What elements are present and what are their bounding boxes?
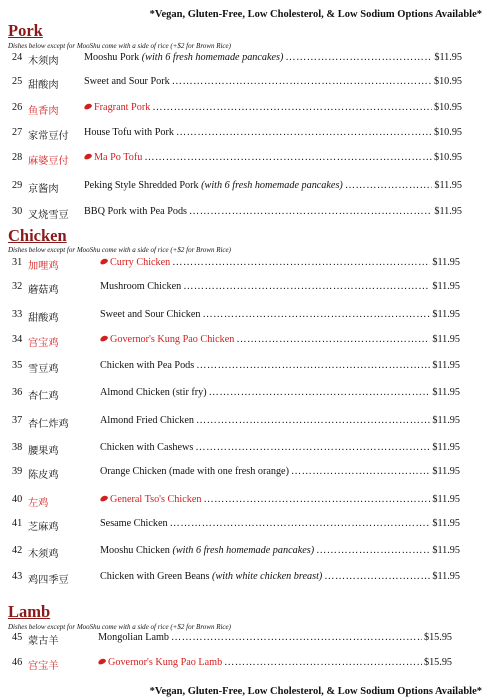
item-chinese-name: 宫宝羊 (28, 661, 59, 672)
item-chinese-name: 鱼香肉 (28, 106, 59, 117)
item-price: $10.95 (433, 127, 462, 138)
item-name-wrap (100, 257, 170, 268)
item-name-wrap (84, 102, 150, 113)
item-name-wrap (100, 281, 181, 292)
item-price: $11.95 (432, 309, 460, 320)
menu-item (0, 494, 500, 510)
item-chinese-name: 叉烧雪豆 (28, 210, 69, 221)
dot-leader (176, 127, 432, 138)
item-dish (100, 518, 460, 529)
dot-leader (324, 571, 430, 582)
menu-item (0, 632, 500, 648)
item-dish (100, 442, 460, 453)
item-chinese-name: 芝麻鸡 (28, 522, 59, 533)
menu-item (0, 281, 500, 297)
item-dish (100, 571, 460, 582)
item-dish (100, 334, 460, 345)
item-number: 27 (12, 127, 23, 138)
dot-leader (196, 360, 430, 371)
dot-leader (172, 257, 430, 268)
menu-item (0, 127, 500, 143)
item-name-wrap (84, 76, 170, 87)
item-number: 34 (12, 334, 23, 345)
item-name-wrap (100, 518, 168, 529)
bottom-banner: *Vegan, Gluten-Free, Low Cholesterol, & Low Sodium Options Available* (149, 686, 482, 697)
section-note-pork: Dishes below except for MooShu come with a side of rice (+$2 for Brown Rice) (8, 42, 231, 50)
item-number: 35 (12, 360, 23, 371)
item-name: Orange Chicken (made with one fresh orange) (100, 466, 289, 477)
item-description: (with 6 fresh homemade pancakes) (198, 180, 343, 191)
item-dish (84, 127, 462, 138)
item-number: 43 (12, 571, 23, 582)
menu-item (0, 571, 500, 587)
dot-leader (316, 545, 430, 556)
section-title-lamb: Lamb (8, 602, 51, 621)
item-name: Fragrant Pork (94, 102, 151, 113)
item-number: 30 (12, 206, 23, 217)
item-dish (100, 281, 460, 292)
item-dish (84, 206, 462, 217)
menu-item (0, 309, 500, 325)
item-name-wrap (84, 206, 187, 217)
menu-item (0, 657, 500, 673)
item-chinese-name: 家常豆付 (28, 131, 69, 142)
item-name-wrap (100, 466, 289, 477)
item-number: 36 (12, 387, 23, 398)
section-title-chicken: Chicken (8, 226, 67, 245)
item-name-wrap (100, 571, 322, 582)
chili-pepper-icon (97, 658, 106, 666)
item-price: $15.95 (423, 632, 452, 643)
menu-item (0, 206, 500, 222)
menu-item (0, 466, 500, 482)
item-name: Chicken with Cashews (100, 442, 194, 453)
chili-pepper-icon (83, 103, 92, 111)
item-chinese-name: 左鸡 (28, 498, 49, 509)
item-chinese-name: 加哩鸡 (28, 261, 59, 272)
item-description: (with 6 fresh homemade pancakes) (169, 545, 315, 556)
dot-leader (196, 415, 430, 426)
menu-item (0, 180, 500, 196)
item-name: Mongolian Lamb (98, 632, 170, 643)
dot-leader (144, 152, 432, 163)
item-name: Ma Po Tofu (94, 152, 143, 163)
dot-leader (171, 632, 422, 643)
menu-item (0, 545, 500, 561)
item-price: $11.95 (432, 518, 460, 529)
dot-leader (291, 466, 430, 477)
item-name: Sweet and Sour Pork (84, 76, 170, 87)
dot-leader (183, 281, 430, 292)
chili-pepper-icon (83, 153, 92, 161)
item-description: (with 6 fresh homemade pancakes) (139, 52, 284, 63)
item-chinese-name: 木须肉 (28, 56, 59, 67)
item-number: 32 (12, 281, 23, 292)
item-name: Sesame Chicken (100, 518, 168, 529)
item-name-wrap (84, 180, 343, 191)
item-name-wrap (100, 360, 194, 371)
menu-item (0, 442, 500, 458)
menu-item (0, 334, 500, 350)
item-dish (100, 494, 460, 505)
item-price: $11.95 (432, 387, 460, 398)
menu-item (0, 360, 500, 376)
item-price: $11.95 (432, 281, 460, 292)
item-name: Governor's Kung Pao Chicken (110, 334, 235, 345)
item-price: $11.95 (434, 52, 462, 63)
item-number: 45 (12, 632, 23, 643)
item-name: Curry Chicken (110, 257, 171, 268)
item-dish (84, 102, 462, 113)
item-name-wrap (84, 152, 142, 163)
item-name-wrap (84, 52, 283, 63)
item-price: $15.95 (423, 657, 452, 668)
dot-leader (172, 76, 432, 87)
item-number: 31 (12, 257, 23, 268)
item-dish (84, 52, 462, 63)
item-number: 25 (12, 76, 23, 87)
item-price: $11.95 (432, 415, 460, 426)
item-dish (100, 387, 460, 398)
item-chinese-name: 甜酸鸡 (28, 313, 59, 324)
dot-leader (203, 494, 430, 505)
item-name-wrap (100, 442, 193, 453)
item-name-wrap (100, 309, 200, 320)
item-name: Chicken with Pea Pods (100, 360, 195, 371)
item-chinese-name: 腰果鸡 (28, 446, 59, 457)
item-number: 29 (12, 180, 23, 191)
item-number: 38 (12, 442, 23, 453)
menu-item (0, 152, 500, 168)
section-note-lamb: Dishes below except for MooShu come with a side of rice (+$2 for Brown Rice) (8, 623, 231, 631)
item-description: (with white chicken breast) (209, 571, 323, 582)
item-price: $10.95 (433, 102, 462, 113)
item-name-wrap (100, 334, 234, 345)
dot-leader (189, 206, 432, 217)
item-chinese-name: 蒙古羊 (28, 636, 59, 647)
item-chinese-name: 蘑菇鸡 (28, 285, 59, 296)
item-price: $11.95 (434, 180, 462, 191)
item-number: 41 (12, 518, 23, 529)
item-name: Mooshu Chicken (100, 545, 170, 556)
item-name-wrap (100, 415, 194, 426)
item-dish (100, 415, 460, 426)
item-chinese-name: 杏仁炸鸡 (28, 419, 69, 430)
dot-leader (345, 180, 433, 191)
chili-pepper-icon (99, 335, 108, 343)
item-chinese-name: 麻婆豆付 (28, 156, 69, 167)
dot-leader (224, 657, 422, 668)
item-name: Governor's Kung Pao Lamb (108, 657, 223, 668)
item-price: $11.95 (432, 257, 460, 268)
item-name: Mushroom Chicken (100, 281, 182, 292)
item-chinese-name: 京酱肉 (28, 184, 59, 195)
item-price: $11.95 (434, 206, 462, 217)
dot-leader (285, 52, 432, 63)
item-name: Peking Style Shredded Pork (84, 180, 199, 191)
item-name: House Tofu with Pork (84, 127, 174, 138)
item-dish (84, 76, 462, 87)
menu-item (0, 518, 500, 534)
item-name-wrap (84, 127, 174, 138)
item-dish (84, 180, 462, 191)
item-name: Almond Chicken (stir fry) (100, 387, 207, 398)
item-name-wrap (100, 387, 207, 398)
item-chinese-name: 宫宝鸡 (28, 338, 59, 349)
dot-leader (170, 518, 431, 529)
item-price: $11.95 (432, 442, 460, 453)
item-price: $11.95 (432, 360, 460, 371)
chili-pepper-icon (99, 495, 108, 503)
item-name-wrap (100, 494, 201, 505)
item-number: 26 (12, 102, 23, 113)
item-name: Almond Fried Chicken (100, 415, 194, 426)
item-chinese-name: 雪豆鸡 (28, 364, 59, 375)
item-dish (100, 466, 460, 477)
item-number: 33 (12, 309, 23, 320)
item-price: $11.95 (432, 545, 460, 556)
item-name-wrap (100, 545, 314, 556)
section-title-pork: Pork (8, 21, 43, 40)
item-price: $11.95 (432, 466, 460, 477)
item-price: $11.95 (432, 571, 460, 582)
item-price: $10.95 (433, 152, 462, 163)
item-chinese-name: 甜酸肉 (28, 80, 59, 91)
menu-item (0, 102, 500, 118)
item-number: 24 (12, 52, 23, 63)
item-dish (98, 632, 452, 643)
menu-item (0, 257, 500, 273)
item-price: $11.95 (432, 334, 460, 345)
item-dish (100, 309, 460, 320)
item-name: Chicken with Green Beans (100, 571, 210, 582)
dot-leader (152, 102, 432, 113)
dot-leader (209, 387, 431, 398)
item-number: 37 (12, 415, 23, 426)
item-dish (100, 360, 460, 371)
item-name: General Tso's Chicken (110, 494, 202, 505)
item-price: $10.95 (433, 76, 462, 87)
item-number: 42 (12, 545, 23, 556)
item-dish (84, 152, 462, 163)
item-chinese-name: 陈皮鸡 (28, 470, 59, 481)
item-name: Sweet and Sour Chicken (100, 309, 201, 320)
item-dish (98, 657, 452, 668)
menu-item (0, 52, 500, 68)
chili-pepper-icon (99, 258, 108, 266)
menu-item (0, 76, 500, 92)
item-number: 46 (12, 657, 23, 668)
item-chinese-name: 杏仁鸡 (28, 391, 59, 402)
dot-leader (202, 309, 430, 320)
top-banner: *Vegan, Gluten-Free, Low Cholesterol, & Low Sodium Options Available* (149, 9, 482, 20)
dot-leader (236, 334, 430, 345)
item-dish (100, 257, 460, 268)
item-chinese-name: 木须鸡 (28, 549, 59, 560)
item-price: $11.95 (432, 494, 460, 505)
menu-item (0, 387, 500, 403)
item-chinese-name: 鸡四季豆 (28, 575, 69, 586)
menu-item (0, 415, 500, 431)
item-name-wrap (98, 632, 169, 643)
item-name-wrap (98, 657, 222, 668)
item-number: 39 (12, 466, 23, 477)
item-name: BBQ Pork with Pea Pods (84, 206, 188, 217)
item-number: 40 (12, 494, 23, 505)
dot-leader (195, 442, 430, 453)
item-name: Mooshu Pork (84, 52, 140, 63)
section-note-chicken: Dishes below except for MooShu come with a side of rice (+$2 for Brown Rice) (8, 246, 231, 254)
item-number: 28 (12, 152, 23, 163)
item-dish (100, 545, 460, 556)
